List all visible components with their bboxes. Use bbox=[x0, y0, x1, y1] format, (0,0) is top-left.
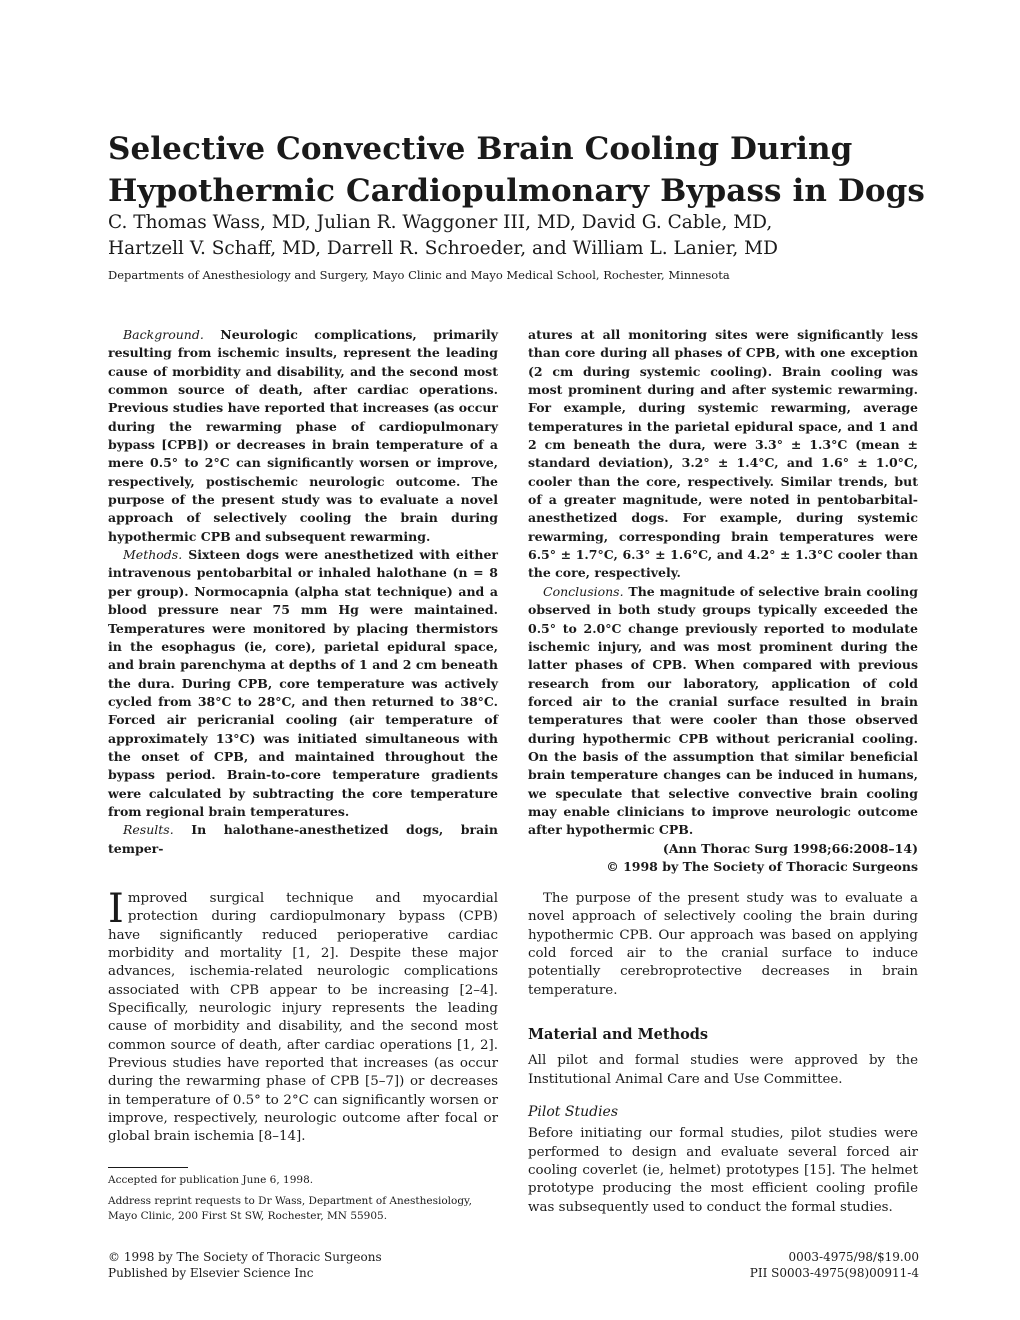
abstract-methods bbox=[108, 546, 498, 821]
conclusions-label: Conclusions. bbox=[543, 583, 624, 599]
subsection-heading-pilot: Pilot Studies bbox=[528, 1104, 619, 1121]
footnotes bbox=[108, 1173, 498, 1230]
author-list bbox=[108, 210, 928, 262]
abstract-conclusions bbox=[528, 583, 918, 840]
abstract-background bbox=[108, 326, 498, 546]
footnote-rule bbox=[108, 1167, 188, 1168]
introduction-paragraph bbox=[108, 886, 498, 1147]
section-heading-methods: Material and Methods bbox=[528, 1026, 709, 1044]
introduction-text: mproved surgical technique and myocardial protection during cardiopulmonary bypass (CPB) have significantly reduced perioperative cardiac morbidity and mortality [1, 2]. Despite these major advances, ischemia-related neurologic complications associated with CPB appear to be increasing [2–4]. Specifically, neurologic injury represents the leading cause of morbidity and disability, and the second most common source of death, after cardiac operations [1, 2]. Previous studies have reported that increases (as occur during the rewarming phase of CPB [5–7]) or decreases in temperature of 0.5° to 2°C can significantly worsen or improve, respectively, neurologic outcome after focal or global brain ischemia [8–14]. bbox=[108, 891, 498, 1145]
conclusions-text: The magnitude of selective brain cooling observed in both study groups typically exceeded the 0.5° to 2.0°C change previously reported to modulate ischemic injury, and was most prominent during the latter phases of CPB. When compared with previous research from our laboratory, application of cold forced air to the cranial surface resulted in brain temperatures that were cooler than those observed during hypothermic CPB without pericranial cooling. On the basis of the assumption that similar beneficial brain temperature changes can be induced in humans, we speculate that selective convective brain cooling may enable clinicians to improve neurologic outcome after hypothermic CPB. bbox=[528, 583, 918, 838]
abstract-right-column bbox=[528, 326, 918, 876]
footer-copyright: © 1998 by The Society of Thoracic Surgeons bbox=[108, 1250, 382, 1264]
footer-identifiers bbox=[600, 1250, 919, 1281]
abstract-results bbox=[108, 821, 498, 858]
authors-line-1: C. Thomas Wass, MD, Julian R. Waggoner III, MD, David G. Cable, MD, bbox=[108, 212, 773, 233]
body-left-column bbox=[108, 886, 498, 1147]
body-right-column bbox=[528, 890, 918, 1217]
accepted-note: Accepted for publication June 6, 1998. bbox=[108, 1174, 314, 1186]
background-text: Neurologic complications, primarily resulting from ischemic insults, represent the leading cause of morbidity and disability, and the second most common source of death, after cardiac operations. Previous studies have reported that increases (as occur during the rewarming phase of cardiopulmonary bypass [CPB]) or decreases in brain temperature of a mere 0.5° to 2°C can significantly worsen or improve, respectively, postischemic neurologic outcome. The purpose of the present study was to evaluate a novel approach of selectively cooling the brain during hypothermic CPB and subsequent rewarming. bbox=[108, 327, 498, 544]
results-label: Results. bbox=[123, 822, 174, 838]
pilot-paragraph: Before initiating our formal studies, pilot studies were performed to design and evaluate several forced air cooling coverlet (ie, helmet) prototypes [15]. The helmet prototype producing the most efficient cooling profile was subsequently used to conduct the formal studies. bbox=[528, 1126, 918, 1215]
purpose-paragraph: The purpose of the present study was to evaluate a novel approach of selectively cooling the brain during hypothermic CPB. Our approach was based on applying cold forced air to the cranial surface to induce potentially cerebroprotective decreases in brain temperature. bbox=[528, 891, 918, 998]
drop-cap: I bbox=[108, 886, 124, 932]
journal-citation: (Ann Thorac Surg 1998;66:2008–14) bbox=[662, 840, 918, 856]
footer-issn: 0003-4975/98/$19.00 bbox=[788, 1250, 919, 1264]
reprint-note: Address reprint requests to Dr Wass, Department of Anesthesiology, Mayo Clinic, 200 First St SW, Rochester, MN 55905. bbox=[108, 1195, 472, 1222]
abstract-copyright: © 1998 by The Society of Thoracic Surgeons bbox=[606, 858, 918, 874]
authors-line-2: Hartzell V. Schaff, MD, Darrell R. Schroeder, and William L. Lanier, MD bbox=[108, 238, 778, 259]
title-line-1: Selective Convective Brain Cooling During bbox=[108, 131, 853, 167]
title-line-2: Hypothermic Cardiopulmonary Bypass in Dogs bbox=[108, 173, 925, 209]
results-text-start: In halothane-anesthetized dogs, brain temper- bbox=[108, 822, 499, 856]
footer-publisher bbox=[108, 1250, 508, 1281]
abstract-left-column bbox=[108, 326, 498, 858]
article-title bbox=[108, 128, 928, 212]
background-label: Background. bbox=[123, 327, 204, 342]
footer-pii: PII S0003-4975(98)00911-4 bbox=[749, 1265, 919, 1280]
methods-text: Sixteen dogs were anesthetized with either intravenous pentobarbital or inhaled halothane (n = 8 per group). Normocapnia (alpha stat technique) and a blood pressure near 75 mm Hg were maintained. Temperatures were monitored by placing thermistors in the esophagus (ie, core), parietal epidural space, and brain parenchyma at depths of 1 and 2 cm beneath the dura. During CPB, core temperature was actively cycled from 38°C to 28°C, and then returned to 38°C. Forced air pericranial cooling (air temperature of approximately 13°C) was initiated simultaneous with the onset of CPB, and maintained throughout the bypass period. Brain-to-core temperature gradients were calculated by subtracting the core temperature from regional brain temperatures. bbox=[108, 547, 498, 819]
affiliation: Departments of Anesthesiology and Surgery, Mayo Clinic and Mayo Medical School, Rochester, Minnesota bbox=[108, 268, 730, 282]
footer-publisher-name: Published by Elsevier Science Inc bbox=[108, 1265, 314, 1280]
methods-intro-paragraph: All pilot and formal studies were approved by the Institutional Animal Care and Use Committee. bbox=[528, 1053, 918, 1087]
methods-label: Methods. bbox=[123, 547, 183, 563]
abstract-results-continued: atures at all monitoring sites were significantly less than core during all phases of CPB, with one exception (2 cm during systemic cooling). Brain cooling was most prominent during and after systemic rewarming. For example, during systemic rewarming, average temperatures in the parietal epidural space, and 1 and 2 cm beneath the dura, were 3.3° ± 1.3°C (mean ± standard deviation), 3.2° ± 1.4°C, and 1.6° ± 1.0°C, cooler than the core, respectively. Similar trends, but of a greater magnitude, were noted in pentobarbital-anesthetized dogs. For example, during systemic rewarming, corresponding brain temperatures were 6.5° ± 1.7°C, 6.3° ± 1.6°C, and 4.2° ± 1.3°C cooler than the core, respectively. bbox=[528, 327, 918, 581]
